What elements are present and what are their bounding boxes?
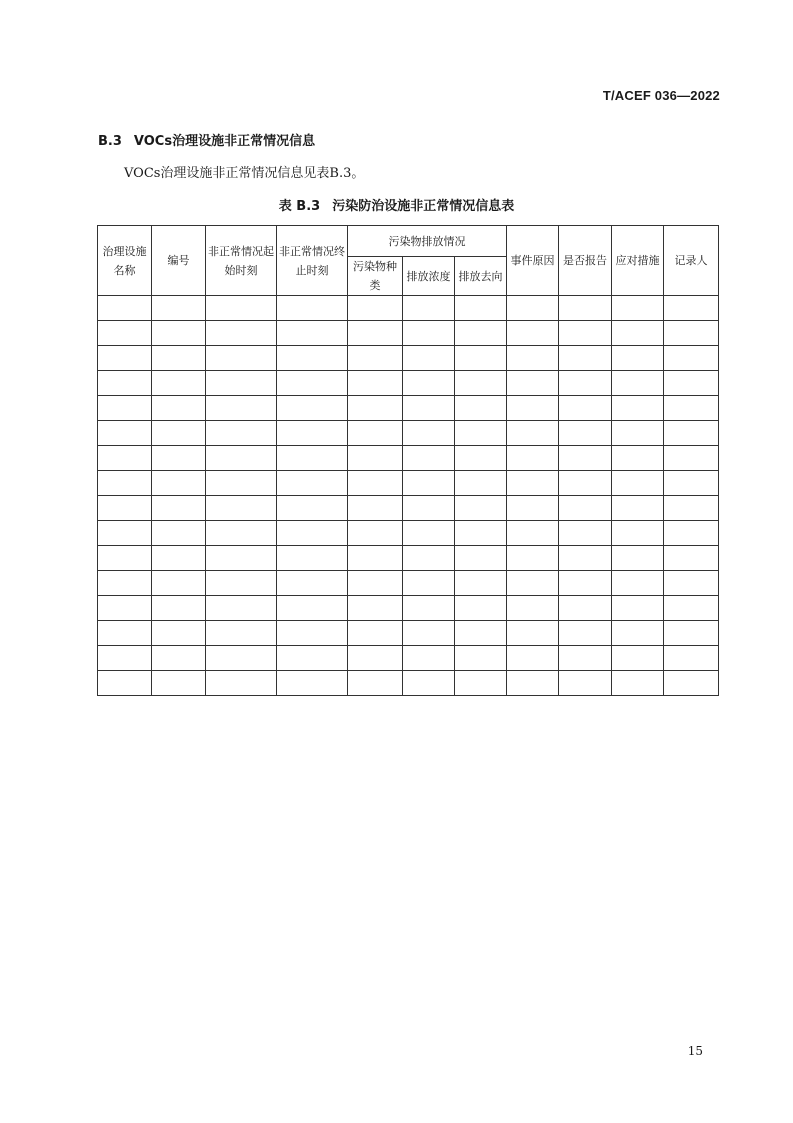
table-cell: [559, 471, 612, 496]
table-cell: [455, 621, 507, 646]
table-row: [98, 521, 719, 546]
table-cell: [348, 671, 403, 696]
table-cell: [348, 621, 403, 646]
table-cell: [664, 521, 719, 546]
table-cell: [277, 321, 348, 346]
table-cell: [98, 496, 152, 521]
table-header-row: [98, 226, 719, 257]
table-cell: [348, 396, 403, 421]
table-cell: [559, 396, 612, 421]
table-cell: [455, 521, 507, 546]
table-cell: [403, 471, 455, 496]
table-cell: [507, 446, 559, 471]
table-cell: [559, 646, 612, 671]
table-cell: [612, 496, 664, 521]
table-cell: [152, 621, 206, 646]
table-cell: [403, 596, 455, 621]
header-facility-name: 治理设施名称: [98, 226, 152, 296]
table-cell: [507, 396, 559, 421]
table-cell: [612, 396, 664, 421]
table-cell: [277, 571, 348, 596]
table-cell: [507, 646, 559, 671]
table-cell: [455, 671, 507, 696]
table-cell: [348, 571, 403, 596]
table-cell: [348, 346, 403, 371]
table-cell: [98, 321, 152, 346]
table-cell: [455, 546, 507, 571]
table-cell: [559, 496, 612, 521]
table-cell: [277, 596, 348, 621]
table-cell: [206, 571, 277, 596]
table-cell: [403, 646, 455, 671]
table-cell: [98, 471, 152, 496]
table-cell: [664, 396, 719, 421]
table-cell: [664, 321, 719, 346]
table-cell: [559, 521, 612, 546]
section-heading: [98, 130, 315, 149]
section-number: B.3: [98, 134, 122, 149]
table-cell: [348, 596, 403, 621]
table-cell: [403, 496, 455, 521]
table-cell: [206, 621, 277, 646]
table-cell: [348, 496, 403, 521]
table-cell: [455, 421, 507, 446]
table-cell: [664, 571, 719, 596]
table-cell: [277, 671, 348, 696]
table-cell: [507, 471, 559, 496]
table-cell: [455, 446, 507, 471]
table-cell: [664, 346, 719, 371]
table-cell: [455, 596, 507, 621]
table-cell: [664, 496, 719, 521]
table-cell: [559, 671, 612, 696]
table-row: [98, 571, 719, 596]
table-cell: [403, 396, 455, 421]
table-cell: [612, 621, 664, 646]
table-cell: [559, 346, 612, 371]
header-recorder: 记录人: [664, 226, 719, 296]
table-cell: [277, 296, 348, 321]
table-caption-title: 污染防治设施非正常情况信息表: [332, 199, 515, 214]
table-cell: [98, 671, 152, 696]
table-cell: [206, 646, 277, 671]
table-cell: [664, 596, 719, 621]
table-cell: [403, 546, 455, 571]
table-row: [98, 321, 719, 346]
table-cell: [507, 296, 559, 321]
table-cell: [206, 346, 277, 371]
table-cell: [612, 546, 664, 571]
table-cell: [348, 546, 403, 571]
table-cell: [277, 371, 348, 396]
table-cell: [403, 321, 455, 346]
table-cell: [559, 596, 612, 621]
table-cell: [98, 646, 152, 671]
table-cell: [98, 546, 152, 571]
table-cell: [206, 446, 277, 471]
table-cell: [664, 471, 719, 496]
table-cell: [206, 396, 277, 421]
table-cell: [206, 471, 277, 496]
table-row: [98, 621, 719, 646]
table-cell: [455, 296, 507, 321]
table-cell: [664, 296, 719, 321]
table-cell: [664, 646, 719, 671]
table-cell: [206, 596, 277, 621]
table-body: [98, 296, 719, 696]
table-row: [98, 496, 719, 521]
table-cell: [455, 571, 507, 596]
table-cell: [507, 346, 559, 371]
table-cell: [98, 296, 152, 321]
table-cell: [348, 321, 403, 346]
table-cell: [403, 671, 455, 696]
table-cell: [612, 321, 664, 346]
table-cell: [612, 371, 664, 396]
table-cell: [507, 421, 559, 446]
table-cell: [152, 396, 206, 421]
table-cell: [277, 496, 348, 521]
table-cell: [507, 671, 559, 696]
table-cell: [612, 346, 664, 371]
header-destination: 排放去向: [455, 257, 507, 296]
table-cell: [152, 296, 206, 321]
table-cell: [559, 571, 612, 596]
page-number: 15: [687, 1044, 703, 1058]
table-cell: [98, 371, 152, 396]
table-cell: [403, 421, 455, 446]
table-cell: [348, 646, 403, 671]
table-cell: [559, 421, 612, 446]
table-cell: [152, 521, 206, 546]
table-cell: [403, 346, 455, 371]
table-cell: [152, 371, 206, 396]
table-cell: [612, 571, 664, 596]
table-row: [98, 421, 719, 446]
table-cell: [455, 496, 507, 521]
header-end-time: 非正常情况终止时刻: [277, 226, 348, 296]
table-cell: [403, 296, 455, 321]
table-cell: [348, 371, 403, 396]
table-cell: [559, 371, 612, 396]
table-cell: [664, 621, 719, 646]
table-cell: [348, 296, 403, 321]
section-title: VOCs治理设施非正常情况信息: [133, 134, 316, 149]
table-cell: [152, 471, 206, 496]
section-intro-text: VOCs治理设施非正常情况信息见表B.3。: [124, 166, 365, 181]
header-pollutant-type: 污染物种类: [348, 257, 403, 296]
table-cell: [206, 421, 277, 446]
header-cause: 事件原因: [507, 226, 559, 296]
table-row: [98, 546, 719, 571]
header-emission-group: 污染物排放情况: [348, 226, 507, 257]
table-cell: [348, 446, 403, 471]
table-cell: [403, 521, 455, 546]
table-cell: [277, 446, 348, 471]
table-cell: [206, 521, 277, 546]
table-row: [98, 371, 719, 396]
table-cell: [152, 671, 206, 696]
table-cell: [612, 446, 664, 471]
table-cell: [206, 496, 277, 521]
table-cell: [98, 621, 152, 646]
table-cell: [206, 546, 277, 571]
table-cell: [277, 546, 348, 571]
table-row: [98, 646, 719, 671]
table-row: [98, 471, 719, 496]
table-cell: [152, 546, 206, 571]
abnormal-info-table: [97, 225, 719, 696]
table-row: [98, 446, 719, 471]
table-cell: [98, 446, 152, 471]
table-cell: [98, 596, 152, 621]
table-cell: [277, 521, 348, 546]
table-cell: [98, 571, 152, 596]
table-cell: [152, 321, 206, 346]
table-row: [98, 596, 719, 621]
table-cell: [612, 521, 664, 546]
table-cell: [206, 321, 277, 346]
table-cell: [507, 596, 559, 621]
table-cell: [455, 321, 507, 346]
table-row: [98, 396, 719, 421]
document-code: T/ACEF 036—2022: [602, 88, 720, 103]
table-row: [98, 671, 719, 696]
table-cell: [455, 346, 507, 371]
table-cell: [98, 396, 152, 421]
table-cell: [403, 371, 455, 396]
header-start-time: 非正常情况起始时刻: [206, 226, 277, 296]
table-cell: [612, 596, 664, 621]
table-cell: [455, 371, 507, 396]
table-caption: [0, 195, 793, 214]
table-cell: [612, 471, 664, 496]
table-cell: [559, 621, 612, 646]
table-cell: [277, 346, 348, 371]
table-cell: [612, 296, 664, 321]
table-cell: [348, 471, 403, 496]
table-row: [98, 346, 719, 371]
table-cell: [559, 546, 612, 571]
table-cell: [206, 671, 277, 696]
table-cell: [507, 371, 559, 396]
table-cell: [152, 346, 206, 371]
table-cell: [507, 621, 559, 646]
table-cell: [277, 471, 348, 496]
table-cell: [98, 421, 152, 446]
table-cell: [664, 546, 719, 571]
table-cell: [664, 671, 719, 696]
table-cell: [455, 646, 507, 671]
table-cell: [152, 571, 206, 596]
table-cell: [277, 396, 348, 421]
table-row: [98, 296, 719, 321]
table-cell: [612, 646, 664, 671]
table-cell: [559, 446, 612, 471]
table-cell: [152, 446, 206, 471]
table-cell: [277, 421, 348, 446]
table-cell: [403, 621, 455, 646]
table-cell: [152, 596, 206, 621]
table-cell: [152, 646, 206, 671]
table-cell: [559, 321, 612, 346]
table-cell: [348, 421, 403, 446]
table-cell: [612, 421, 664, 446]
table-cell: [559, 296, 612, 321]
table-cell: [403, 446, 455, 471]
table-cell: [664, 421, 719, 446]
table-cell: [98, 346, 152, 371]
table-cell: [277, 646, 348, 671]
header-serial: 编号: [152, 226, 206, 296]
table-cell: [348, 521, 403, 546]
table-cell: [206, 296, 277, 321]
table-cell: [507, 521, 559, 546]
table-cell: [612, 671, 664, 696]
table-cell: [455, 471, 507, 496]
table-cell: [507, 496, 559, 521]
table-cell: [403, 571, 455, 596]
table-cell: [455, 396, 507, 421]
table-cell: [98, 521, 152, 546]
table-cell: [206, 371, 277, 396]
table-cell: [664, 371, 719, 396]
table-cell: [277, 621, 348, 646]
table-cell: [152, 496, 206, 521]
table-cell: [507, 321, 559, 346]
table-cell: [664, 446, 719, 471]
table-cell: [507, 546, 559, 571]
header-measures: 应对措施: [612, 226, 664, 296]
table-cell: [152, 421, 206, 446]
table-caption-number: 表 B.3: [278, 199, 321, 214]
table-cell: [507, 571, 559, 596]
header-concentration: 排放浓度: [403, 257, 455, 296]
header-reported: 是否报告: [559, 226, 612, 296]
